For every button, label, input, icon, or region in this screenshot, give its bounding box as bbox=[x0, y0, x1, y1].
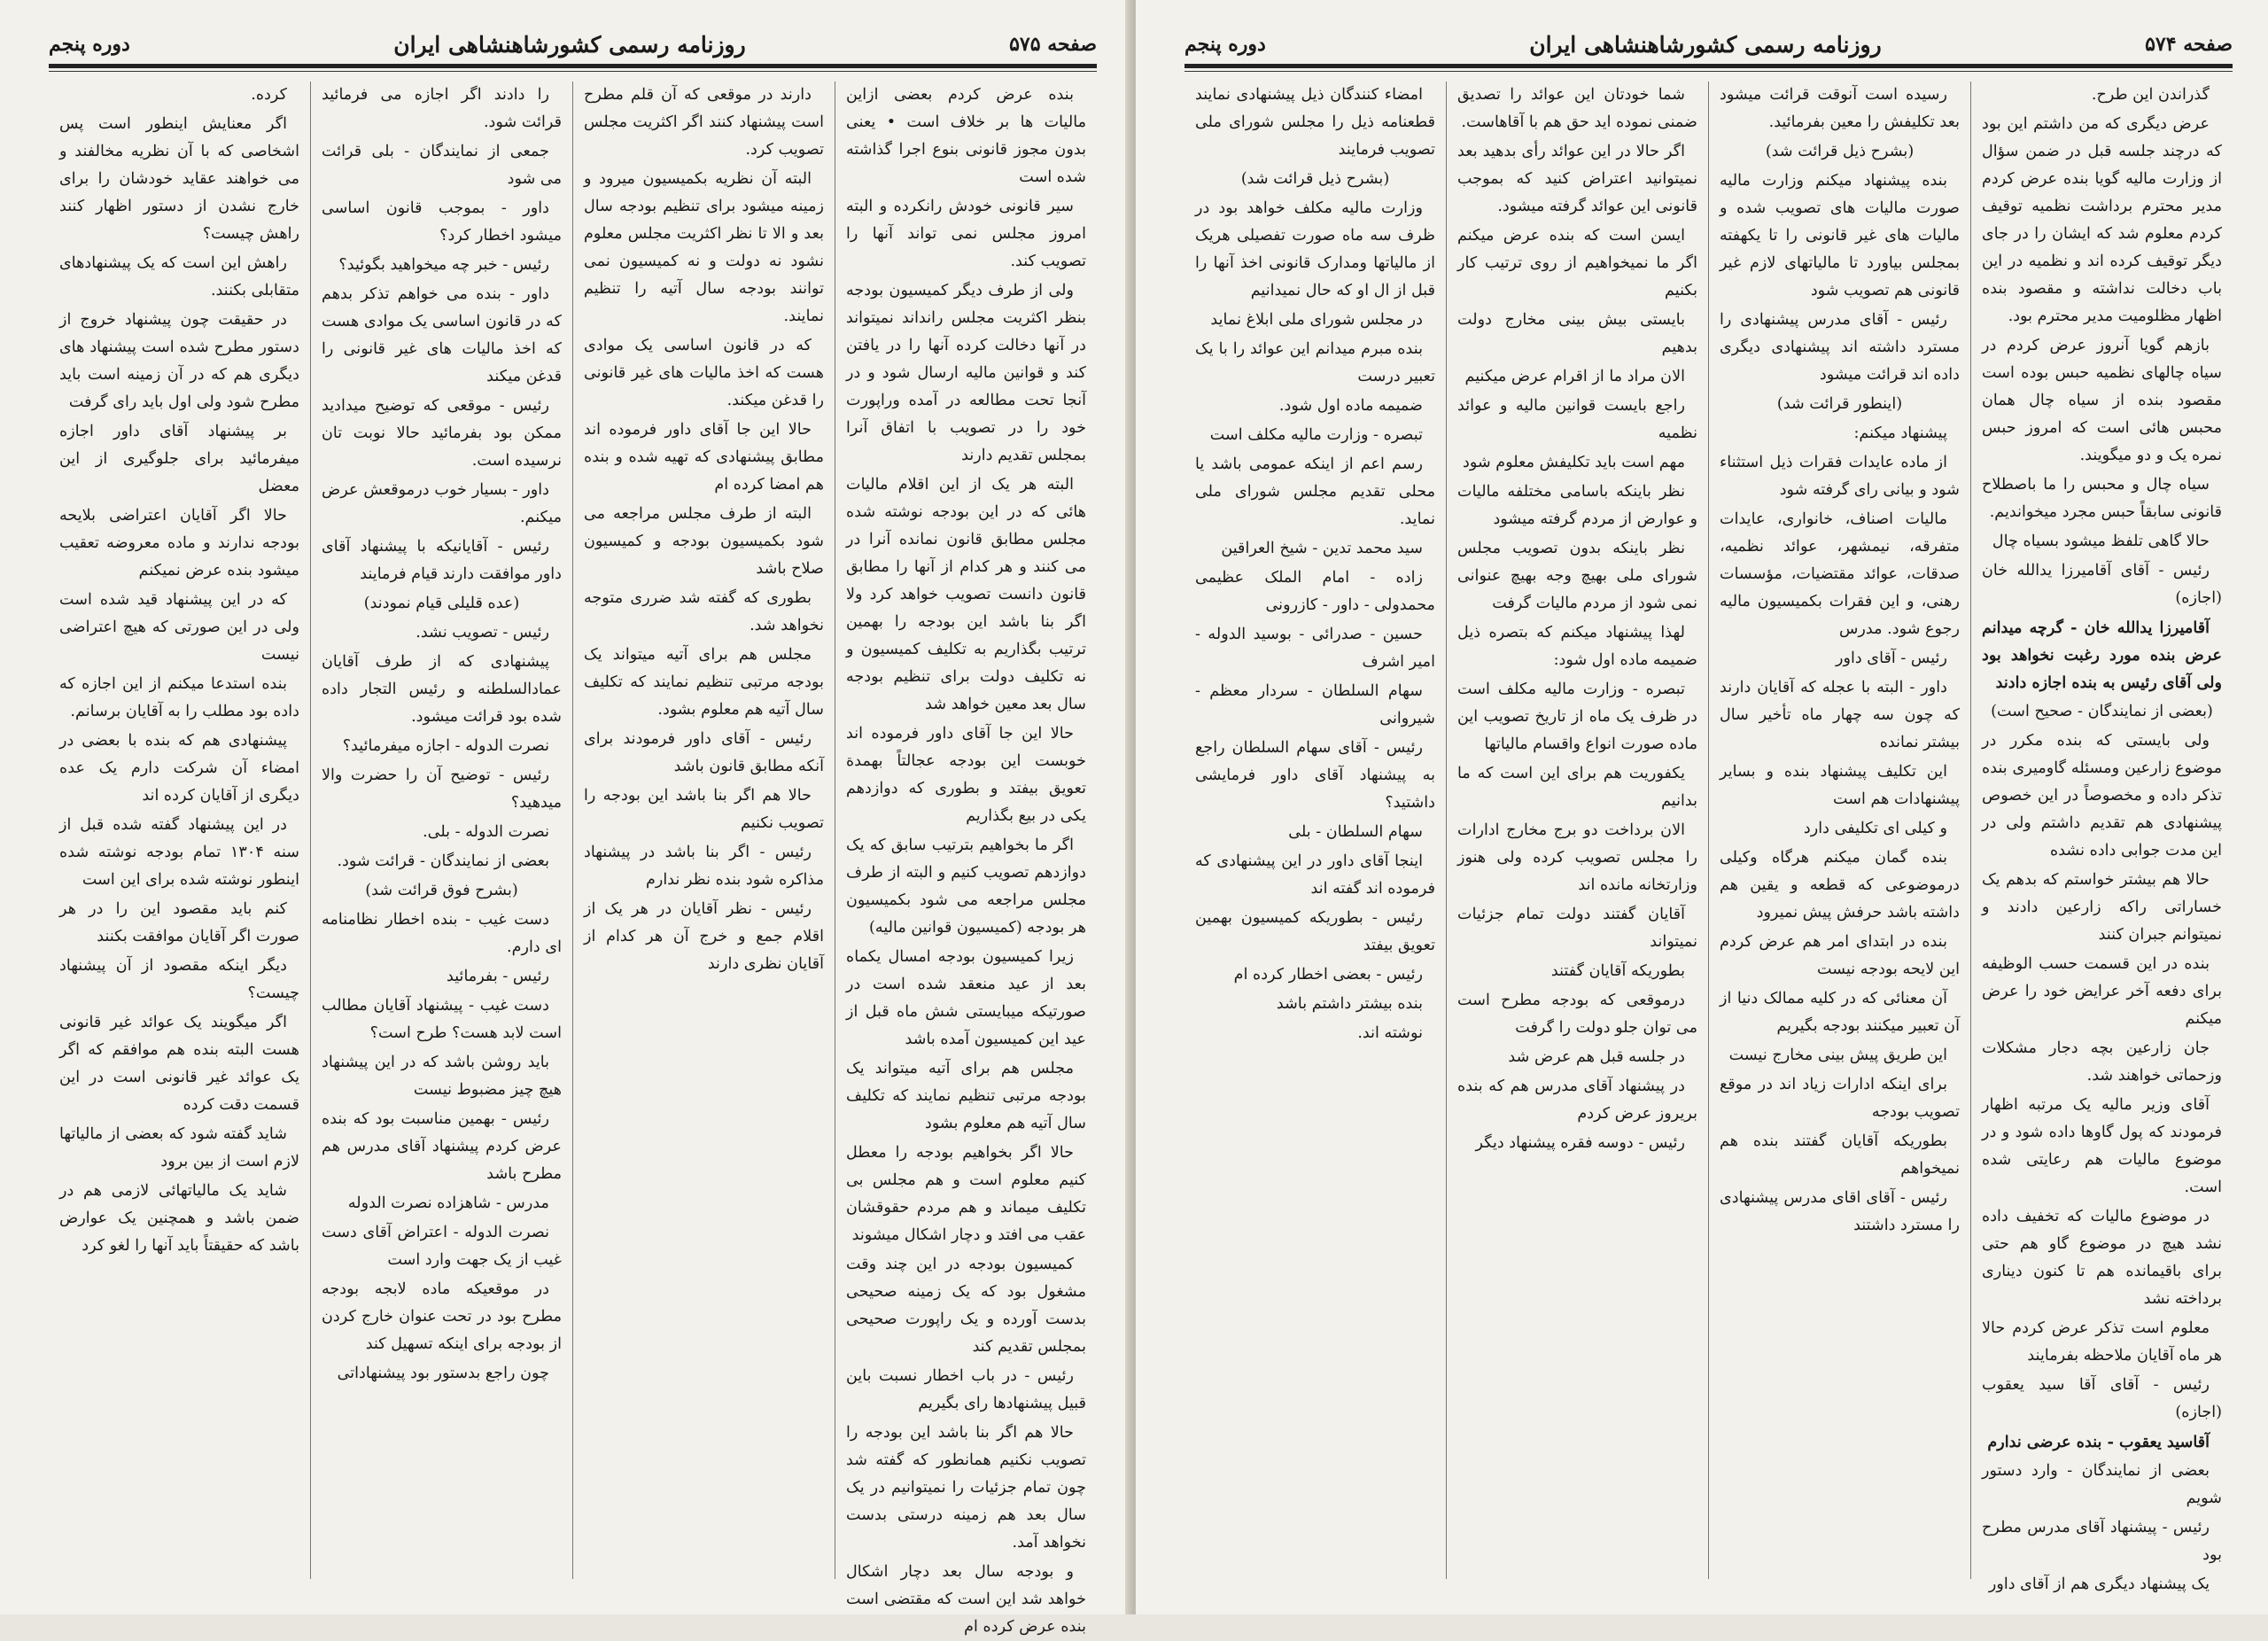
paragraph: در موقعیکه ماده لابجه بودجه مطرح بود در تحت عنوان خارج کردن از بودجه برای اینکه تسهیل کند bbox=[322, 1280, 562, 1353]
paragraph: سید محمد تدین - شیخ العراقین bbox=[1221, 540, 1423, 557]
paragraph: البته هر یک از این اقلام مالیات هائی که در این بودجه نوشته شده مجلس مطابق قانون نمانده آنرا در می کنند و هر کدام از آنها را مطابق قانون دانست تصویب خواهد کرد ولا اگر بنا باشد این بودجه را بهمین ترتیب بگذاریم به تکلیف کمیسیون و نه تکلیف دولت برای تنظیم بودجه سال بعد معین خواهد شد bbox=[846, 476, 1086, 713]
paragraph: بنده در ابتدای امر هم عرض کردم این لایحه بودجه نیست bbox=[1720, 933, 1960, 978]
paragraph: نصرت الدوله - اعتراض آقای دست غیب از یک جهت وارد است bbox=[322, 1224, 562, 1269]
columns bbox=[49, 82, 1097, 1636]
period-label: دوره پنجم bbox=[49, 33, 130, 56]
header-rule bbox=[49, 64, 1097, 68]
paragraph: پیشنهادی هم که بنده با بعضی در امضاء آن شرکت دارم یک عده دیگری از آقایان کرده اند bbox=[59, 732, 299, 805]
paragraph: کنم باید مقصود این را در هر صورت اگر آقایان موافقت بکنند bbox=[59, 900, 299, 945]
paragraph: رئیس - آقای آقامیرزا یدالله خان (اجازه) bbox=[1982, 562, 2222, 607]
text-column bbox=[49, 82, 310, 1579]
paragraph: الان مراد ما از اقرام عرض میکنیم bbox=[1464, 368, 1685, 385]
header-rule bbox=[1184, 64, 2233, 68]
paragraph: دست غیب - بنده اخطار نظامنامه ای دارم. bbox=[322, 911, 562, 956]
paragraph: رئیس - موقعی که توضیح میدادید ممکن بود بفرمائید حالا نوبت تان نرسیده است. bbox=[322, 397, 562, 470]
paragraph: مهم است باید تکلیفش معلوم شود bbox=[1463, 454, 1685, 471]
paragraph: حالا اگر بخواهیم بودجه را معطل کنیم معلوم است و هم مجلس بی تکلیف میماند و هم مردم حقوقشان عقب می افتد و دچار اشکال میشوند bbox=[846, 1144, 1086, 1244]
paragraph: ولی از طرف دیگر کمیسیون بودجه بنظر اکثریت مجلس رانداند نمیتواند در آنها دخالت کرده آنها را در یافتن کند و قوانین مالیه ارسال شود و در آنجا تحت مطالعه در آمده وراپورت خود را در تصویب با اتفاق آنرا بمجلس تقدیم دارند bbox=[846, 282, 1086, 464]
paragraph: بنده گمان میکنم هرگاه وکیلی درموضوعی که قطعه و یقین هم داشته باشد حرفش پیش نمیرود bbox=[1720, 849, 1960, 922]
paragraph: ولی بایستی که بنده مکرر در موضوع زارعین ومسئله گاومیری بنده تذکر داده و مخصوصاً در این خصوص پیشنهادی هم تقدیم داشتم ولی در این مدت جوابی داده نشده bbox=[1982, 732, 2222, 859]
paragraph: رسم اعم از اینکه عمومی باشد یا محلی تقدیم مجلس شورای ملی نماید. bbox=[1195, 455, 1435, 528]
paragraph: دست غیب - پیشنهاد آقایان مطالب است لابد هست؟ طرح است؟ bbox=[322, 997, 562, 1042]
paragraph: مالیات اصناف، خانواری، عایدات متفرقه، نیمشهر، عوائد نظمیه، صدقات، عوائد مقتضیات، مؤسسات رهنی، و این فقرات بکمیسیون مالیه رجوع شود. مدرس bbox=[1720, 510, 1960, 638]
paragraph: داور - البته با عجله که آقایان دارند که چون سه چهار ماه تأخیر سال بیشتر نمانده bbox=[1720, 679, 1960, 751]
text-column bbox=[1184, 82, 1446, 1579]
paragraph: نصرت الدوله - اجازه میفرمائید؟ bbox=[342, 737, 549, 755]
paragraph: کرده. bbox=[251, 86, 287, 104]
paragraph: که در قانون اساسی یک موادی هست که اخذ مالیات های غیر قانونی را قدغن میکند. bbox=[584, 337, 824, 409]
paragraph: آن معنائی که در کلیه ممالک دنیا از آن تعبیر میکنند بودجه بگیریم bbox=[1720, 990, 1960, 1035]
paragraph: سیاه چال و محبس را ما باصطلاح قانونی سابقاً حبس مجرد میخواندیم. bbox=[1982, 476, 2222, 521]
paragraph: (بشرح ذیل قرائت شد) bbox=[1765, 143, 1915, 160]
paragraph: بر پیشنهاد آقای داور اجازه میفرمائید برای جلوگیری از این معضل bbox=[59, 423, 299, 495]
paragraph: رئیس - تصویب نشد. bbox=[416, 624, 549, 642]
paragraph: در مجلس شورای ملی ابلاغ نماید bbox=[1210, 311, 1423, 329]
paragraph: (عده قلیلی قیام نمودند) bbox=[363, 595, 520, 612]
page-left bbox=[0, 0, 1132, 1636]
paragraph: دیگر اینکه مقصود از آن پیشنهاد چیست؟ bbox=[59, 957, 299, 1002]
paragraph: حسین - صدرائی - بوسید الدوله - امیر اشرف bbox=[1195, 626, 1435, 671]
text-column bbox=[310, 82, 572, 1579]
paragraph: رئیس - بطوریکه کمیسیون بهمین تعویق بیفتد bbox=[1195, 909, 1435, 954]
paragraph: وزارت مالیه مکلف خواهد بود در ظرف سه ماه صورت تفصیلی هریک از مالیاتها ومدارک قانونی اخذ آنها را قبل از ال او که حال نمیدانیم bbox=[1195, 199, 1435, 299]
paragraph: (بشرح ذیل قرائت شد) bbox=[1240, 170, 1390, 188]
paragraph: ضمیمه ماده اول شود. bbox=[1278, 397, 1423, 415]
columns bbox=[1184, 82, 2233, 1593]
paragraph: چون راجع بدستور بود پیشنهاداتی bbox=[337, 1365, 549, 1382]
paragraph: درموقعی که بودجه مطرح است می توان جلو دولت را گرفت bbox=[1457, 992, 1697, 1037]
paragraph: رئیس - توضیح آن را حضرت والا میدهید؟ bbox=[322, 766, 562, 812]
paragraph: رئیس - آقای اقای مدرس پیشنهادی را مسترد داشتند bbox=[1720, 1189, 1960, 1234]
paragraph: زیرا کمیسیون بودجه امسال یکماه بعد از عید منعقد شده است در صورتیکه میبایستی شش ماه قبل از عید این کمیسیون آمده باشد bbox=[846, 948, 1086, 1048]
paragraph: آقاسید یعقوب - بنده عرضی ندارم bbox=[1987, 1433, 2210, 1451]
paragraph: رئیس - بعضی اخطار کرده ام bbox=[1233, 966, 1423, 984]
paragraph: داور - بسیار خوب درموقعش عرض میکنم. bbox=[322, 481, 562, 526]
paragraph: رئیس - بفرمائید bbox=[447, 968, 549, 985]
paragraph: نوشته اند. bbox=[1357, 1024, 1423, 1042]
paragraph: (بعضی از نمایندگان - صحیح است) bbox=[1991, 703, 2213, 720]
paragraph: رئیس - دوسه فقره پیشنهاد دیگر bbox=[1475, 1134, 1685, 1152]
paragraph: که در این پیشنهاد قید شده است ولی در این صورتی که هیچ اعتراضی نیست bbox=[59, 591, 299, 664]
paragraph: جمعی از نمایندگان - بلی قرائت می شود bbox=[322, 143, 562, 188]
paragraph: رئیس - در باب اخطار نسبت باین قبیل پیشنهادها رای بگیریم bbox=[846, 1367, 1086, 1412]
paragraph: رئیس - آقای داور فرمودند برای آنکه مطابق قانون باشد bbox=[584, 730, 824, 775]
paragraph: یکفوریت هم برای این است که ما بدانیم bbox=[1457, 765, 1697, 810]
paragraph: رئیس - آقایانیکه با پیشنهاد آقای داور موافقت دارند قیام فرمایند bbox=[322, 538, 562, 583]
paragraph: معلوم است تذکر عرض کردم حالا هر ماه آقایان ملاحظه بفرمایند bbox=[1982, 1319, 2222, 1365]
paragraph: پیشنهادی که از طرف آقایان عمادالسلطنه و رئیس التجار داده شده بود قرائت میشود. bbox=[322, 653, 562, 726]
paragraph: آقای وزیر مالیه یک مرتبه اظهار فرمودند که پول گاوها داده شود و در موضوع مالیات هم رعایتی شده است. bbox=[1982, 1096, 2222, 1196]
paragraph: البته آن نظریه بکمیسیون میرود و زمینه میشود برای تنظیم بودجه سال بعد و الا تا نظر اکثریت مجلس معلوم نشود نه دولت و نه کمیسیون نمی توانند بودجه سال آتیه را تنظیم نمایند. bbox=[584, 170, 824, 325]
paragraph: رئیس - نظر آقایان در هر یک از اقلام جمع و خرج آن هر کدام از آقایان نظری دارند bbox=[584, 900, 824, 973]
paragraph: تبصره - وزارت مالیه مکلف است در ظرف یک ماه از تاریخ تصویب این ماده صورت انواع واقسام مالیاتها bbox=[1457, 681, 1697, 753]
paragraph: بطوریکه آقایان گفتند bbox=[1550, 962, 1685, 980]
paragraph: حالا اگر آقایان اعتراضی بلایحه بودجه ندارند و ماده معروضه تعقیب میشود بنده عرض نمیکنم bbox=[59, 507, 299, 579]
paragraph: در جلسه قبل هم عرض شد bbox=[1508, 1048, 1685, 1066]
header-rule-thin bbox=[49, 71, 1097, 72]
paragraph: حالا این جا آقای داور فرموده اند مطابق پیشنهادی که تهیه شده و بنده هم امضا کرده ام bbox=[584, 421, 824, 494]
paragraph: رئیس - خبر چه میخواهید بگوئید؟ bbox=[338, 256, 549, 274]
page-header bbox=[49, 25, 1097, 64]
paragraph: رسیده است آنوقت قرائت میشود بعد تکلیفش را معین بفرمائید. bbox=[1720, 86, 1960, 131]
paragraph: نصرت الدوله - بلی. bbox=[423, 823, 549, 841]
paragraph: داور - بموجب قانون اساسی میشود اخطار کرد؟ bbox=[322, 199, 562, 245]
paragraph: را دادند اگر اجازه می فرمائید قرائت شود. bbox=[322, 86, 562, 131]
paragraph: حالا هم بیشتر خواستم که بدهم یک خساراتی راکه زارعین دادند و نمیتوانم جبران کنند bbox=[1982, 871, 2222, 944]
paragraph: آقایان گفتند دولت تمام جزئیات نمیتواند bbox=[1457, 906, 1697, 951]
paragraph: یک پیشنهاد دیگری هم از آقای داور bbox=[1988, 1575, 2210, 1593]
paragraph: حالا هم اگر بنا باشد این بودجه را تصویب نکنیم bbox=[584, 787, 824, 832]
paragraph: اگر ما بخواهیم بترتیب سابق که یک دوازدهم تصویب کنیم و البته از طرف مجلس مراجعه می شود بکمیسیون هر بودجه (کمیسیون قوانین مالیه) bbox=[846, 836, 1086, 937]
paragraph: بعضی از نمایندگان - وارد دستور شویم bbox=[1982, 1462, 2222, 1507]
paragraph: در موضوع مالیات که تخفیف داده نشد هیچ در موضوع گاو هم حتی برای باقیمانده هم تا کنون دیناری برداخته نشد bbox=[1982, 1208, 2222, 1308]
paragraph: مدرس - شاهزاده نصرت الدوله bbox=[347, 1194, 549, 1212]
paragraph: اگر معنایش اینطور است پس اشخاصی که با آن نظریه مخالفند و می خواهند عقاید خودشان را برای خارج نشدن از دستور اظهار کنند راهش چیست؟ bbox=[59, 115, 299, 243]
paragraph: بطوری که گفته شد ضرری متوجه نخواهد شد. bbox=[584, 589, 824, 634]
paragraph: زاده - امام الملک عظیمی محمدولی - داور - کازرونی bbox=[1195, 569, 1435, 614]
paragraph: رئیس - آقای مدرس پیشنهادی را مسترد داشته اند پیشنهادی دیگری داده اند قرائت میشود bbox=[1720, 311, 1960, 384]
paragraph: سهام السلطان - سردار معظم - شیروانی bbox=[1195, 682, 1435, 727]
paragraph: آقامیرزا یدالله خان - گرچه میدانم عرض بنده مورد رغبت نخواهد بود ولی آقای رئیس به بنده اجازه دادند bbox=[1982, 618, 2222, 692]
page-number: صفحه ۵۷۴ bbox=[2145, 33, 2233, 56]
paragraph: داور - بنده می خواهم تذکر بدهم که در قانون اساسی یک موادی هست که اخذ مالیات های غیر قانونی را قدغن میکند bbox=[322, 285, 562, 385]
paragraph: (اینطور قرائت شد) bbox=[1776, 395, 1903, 413]
paragraph: این طریق پیش بینی مخارج نیست bbox=[1728, 1046, 1947, 1064]
paragraph: دارند در موقعی که آن قلم مطرح است پیشنهاد کنند اگر اکثریت مجلس تصویب کرد. bbox=[584, 86, 824, 159]
paragraph: بطوریکه آقایان گفتند بنده هم نمیخواهم bbox=[1720, 1132, 1960, 1178]
paragraph: تبصره - وزارت مالیه مکلف است bbox=[1209, 426, 1423, 444]
paragraph: جان زارعین بچه دجار مشکلات وزحماتی خواهند شد. bbox=[1982, 1039, 2222, 1085]
paragraph: بنده بیشتر داشتم باشد bbox=[1276, 995, 1423, 1013]
paragraph: امضاء کنندگان ذیل پیشنهادی نمایند قطعنامه ذیل را مجلس شورای ملی تصویب فرمایند bbox=[1195, 86, 1435, 159]
text-column bbox=[1708, 82, 1970, 1579]
text-column bbox=[835, 82, 1097, 1636]
paragraph: راهش این است که یک پیشنهادهای متقابلی بکنند. bbox=[59, 254, 299, 299]
paragraph: الان برداخت دو برج مخارج ادارات را مجلس تصویب کرده ولی هنوز وزارتخانه مانده اند bbox=[1457, 821, 1697, 894]
paragraph: نظر باینکه باسامی مختلفه مالیات و عوارض از مردم گرفته میشود bbox=[1457, 483, 1697, 528]
text-column bbox=[572, 82, 835, 1579]
paragraph: مجلس هم برای آتیه میتواند یک بودجه مرتبی تنظیم نمایند که تکلیف سال آتیه هم معلوم بشود. bbox=[584, 646, 824, 719]
paragraph: رئیس - آقای داور bbox=[1836, 649, 1947, 667]
paragraph: حالا این جا آقای داور فرموده اند خوبست این بودجه عجالتاً بهمدة تعویق بیفتد و بطوری که دوازدهم یکی در بیع بگذاریم bbox=[846, 725, 1086, 825]
paragraph: شاید گفته شود که بعضی از مالیاتها لازم است از بین برود bbox=[59, 1125, 299, 1170]
paragraph: گذراندن این طرح. bbox=[2091, 86, 2210, 104]
paragraph: اگر حالا در این عوائد رأی بدهید بعد نمیتوانید اعتراض کنید که بموجب قانونی این عوائد گرفته میشود. bbox=[1457, 143, 1697, 215]
paragraph: ایسن است که بنده عرض میکنم اگر ما نمیخواهیم از روی ترتیب کار بکنیم bbox=[1457, 227, 1697, 299]
paragraph: حالا هم اگر بنا باشد این بودجه را تصویب نکنیم همانطور که گفته شد چون تمام جزئیات را نمیتوانیم در یک سال بعد هم زمینه درستی بدست نخواهد آمد. bbox=[846, 1424, 1086, 1552]
newspaper-title: روزنامه رسمی کشورشاهنشاهی ایران bbox=[1529, 31, 1882, 58]
paragraph: شاید یک مالیاتهائی لازمی هم در ضمن باشد و همچنین یک عوارض باشد که حقیقتاً باید آنها را لغو کرد bbox=[59, 1182, 299, 1255]
paragraph: (بشرح فوق قرائت شد) bbox=[365, 882, 518, 899]
paragraph: البته از طرف مجلس مراجعه می شود بکمیسیون بودجه و کمیسیون صلاح باشد bbox=[584, 505, 824, 578]
paragraph: رئیس - بهمین مناسبت بود که بنده عرض کردم پیشنهاد آقای مدرس هم مطرح باشد bbox=[322, 1110, 562, 1183]
newspaper-title: روزنامه رسمی کشورشاهنشاهی ایران bbox=[393, 31, 746, 58]
paragraph: کمیسیون بودجه در این چند وقت مشغول بود که یک زمینه صحیحی بدست آورده و یک راپورت صحیحی بمجلس تقدیم کند bbox=[846, 1256, 1086, 1356]
paragraph: بنده مبرم میدانم این عوائد را با یک تعبیر درست bbox=[1195, 340, 1435, 385]
page-number: صفحه ۵۷۵ bbox=[1009, 33, 1097, 56]
paragraph: سهام السلطان - بلی bbox=[1288, 823, 1423, 841]
page-right bbox=[1136, 0, 2268, 1614]
paragraph: حالا گاهی تلفظ میشود بسیاه چال bbox=[1992, 533, 2210, 550]
paragraph: و بودجه سال بعد دچار اشکال خواهد شد این است که مقتضی است بنده عرض کرده ام bbox=[846, 1563, 1086, 1636]
paragraph: مجلس هم برای آتیه میتواند یک بودجه مرتبی تنظیم نمایند که تکلیف سال آتیه هم معلوم بشود bbox=[846, 1060, 1086, 1132]
paragraph: در پیشنهاد آقای مدرس هم که بنده بریروز عرض کردم bbox=[1457, 1077, 1697, 1123]
paragraph: سیر قانونی خودش رانکرده و البته امروز مجلس نمی تواند آنها را تصویب کند. bbox=[846, 198, 1086, 270]
text-column bbox=[1970, 82, 2233, 1593]
page-header bbox=[1184, 25, 2233, 64]
paragraph: در این پیشنهاد گفته شده قبل از سنه ۱۳۰۴ تمام بودجه نوشته شده اینطور نوشته شده برای این است bbox=[59, 816, 299, 889]
paragraph: رئیس - اگر بنا باشد در پیشنهاد مذاکره شود بنده نظر ندارم bbox=[584, 844, 824, 889]
paragraph: شما خودتان این عوائد را تصدیق ضمنی نموده اید حق هم با آقاهاست. bbox=[1457, 86, 1697, 131]
paragraph: رئیس - پیشنهاد آقای مدرس مطرح بود bbox=[1982, 1519, 2222, 1564]
paragraph: اینجا آقای داور در این پیشنهادی که فرموده اند گفته اند bbox=[1195, 852, 1435, 898]
paragraph: رئیس - آقای آقا سید یعقوب (اجازه) bbox=[1982, 1376, 2222, 1421]
paragraph: بنده استدعا میکنم از این اجازه که داده بود مطلب را به آقایان برسانم. bbox=[59, 675, 299, 720]
paragraph: پیشنهاد میکنم: bbox=[1853, 424, 1947, 442]
paragraph: بازهم گویا آنروز عرض کردم در سیاه چالهای نظمیه حبس بوده است مقصود بنده از سیاه چال همان محبس هائی است که امروز حبس نمره یک و دو میگویند. bbox=[1982, 337, 2222, 464]
paragraph: راجع بایست قوانین مالیه و عوائد نظمیه bbox=[1457, 397, 1697, 442]
paragraph: اگر میگویند یک عوائد غیر قانونی هست البته بنده هم موافقم که اگر یک عوائد غیر قانونی است در این قسمت دقت کرده bbox=[59, 1014, 299, 1114]
paragraph: باید روشن باشد که در این پیشنهاد هیچ چیز مضبوط نیست bbox=[322, 1054, 562, 1099]
paragraph: بعضی از نمایندگان - قرائت شود. bbox=[337, 852, 549, 870]
paragraph: این تکلیف پیشنهاد بنده و بسایر پیشنهادات هم است bbox=[1720, 763, 1960, 808]
paragraph: برای اینکه ادارات زیاد اند در موقع تصویب بودجه bbox=[1720, 1076, 1960, 1121]
text-column bbox=[1446, 82, 1708, 1579]
paragraph: و کیلی ای تکلیفی دارد bbox=[1803, 820, 1947, 837]
paragraph: از ماده عایدات فقرات ذیل استثناء شود و بیانی رای گرفته شود bbox=[1720, 454, 1960, 499]
paragraph: نظر باینکه بدون تصویب مجلس شورای ملی بهیچ وجه بهیچ عنوانی نمی شود از مردم مالیات گرفت bbox=[1457, 540, 1697, 612]
paragraph: رئیس - آقای سهام السلطان راجع به پیشنهاد آقای داور فرمایشی داشتید؟ bbox=[1195, 739, 1435, 812]
header-rule-thin bbox=[1184, 71, 2233, 72]
paragraph: لهذا پیشنهاد میکنم که بتصره ذیل ضمیمه ماده اول شود: bbox=[1457, 624, 1697, 669]
paragraph: بایستی بیش بینی مخارج دولت بدهیم bbox=[1457, 311, 1697, 356]
paragraph: در حقیقت چون پیشنهاد خروج از دستور مطرح شده است پیشنهاد های دیگری هم که در آن زمینه است باید مطرح شود ولی اول باید رای گرفت bbox=[59, 311, 299, 411]
paragraph: عرض دیگری که من داشتم این بود که درچند جلسه قبل در ضمن سؤال از وزارت مالیه گویا بنده عرض کردم مدیر محترم برداشت نظمیه توقیف کردم معلوم شد که ایشان را در جای دیگر توقیف کرده اند و نظمیه در این باب دخالت نداشته و مقصود بنده اظهار مظلومیت مدیر محترم بود. bbox=[1982, 115, 2222, 325]
paragraph: بنده عرض کردم بعضی ازاین مالیات ها بر خلاف است • یعنی بدون مجوز قانونی بنوع اجرا گذاشته شده است bbox=[846, 86, 1086, 186]
period-label: دوره پنجم bbox=[1184, 33, 1266, 56]
paragraph: بنده پیشنهاد میکنم وزارت مالیه صورت مالیات های تصویب شده و مالیات های غیر قانونی را تا یکهفته بمجلس بیاورد تا مالیاتهای لازم غیر قانونی هم تصویب شود bbox=[1720, 172, 1960, 299]
paragraph: بنده در این قسمت حسب الوظیفه برای دفعه آخر عرایض خود را عرض میکنم bbox=[1982, 955, 2222, 1028]
